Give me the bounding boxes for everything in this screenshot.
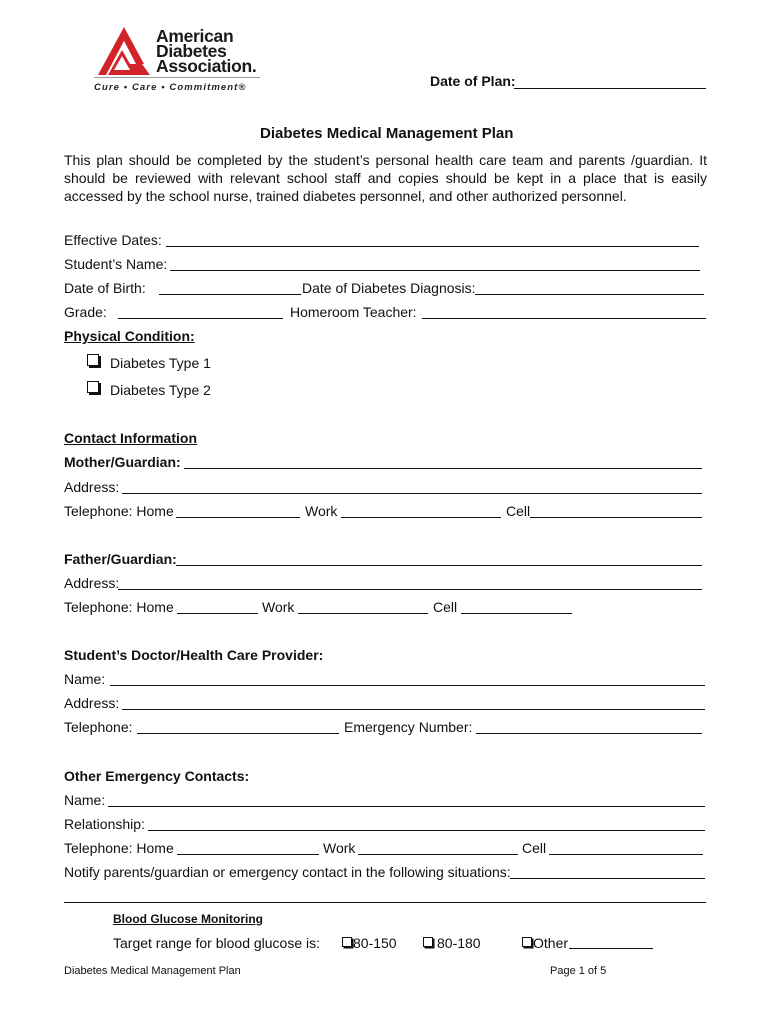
father-address-label: Address:	[64, 575, 120, 591]
father-guardian-field[interactable]	[176, 565, 702, 566]
diagnosis-field[interactable]	[475, 294, 704, 295]
father-cell-field[interactable]	[461, 613, 572, 614]
student-name-label: Student’s Name:	[64, 256, 168, 272]
dob-field[interactable]	[159, 294, 301, 295]
doctor-name-label: Name:	[64, 671, 106, 687]
mother-tel-home-label: Telephone: Home	[64, 503, 174, 519]
mother-cell-label: Cell	[506, 503, 531, 519]
range-other-label: Other	[533, 935, 569, 951]
other-tel-home-field[interactable]	[177, 854, 319, 855]
range-other-field[interactable]	[569, 948, 653, 949]
homeroom-label: Homeroom Teacher:	[290, 304, 417, 320]
other-name-field[interactable]	[108, 806, 705, 807]
intro-paragraph: This plan should be completed by the student’s personal health care team and parents /guardian. It should be reviewed with relevant school staff and copies should be kept in a place that is easily accessed by the school nurse, trained diabetes personnel, and other authorized personnel.	[64, 152, 707, 204]
notify-field[interactable]	[510, 878, 705, 879]
logo-tagline: Cure • Care • Commitment®	[94, 82, 247, 93]
relationship-label: Relationship:	[64, 816, 145, 832]
doctor-heading: Student’s Doctor/Health Care Provider:	[64, 647, 324, 663]
mother-guardian-field[interactable]	[184, 468, 702, 469]
target-range-label: Target range for blood glucose is:	[113, 935, 321, 951]
other-work-label: Work	[323, 840, 356, 856]
diabetes-type1-label: Diabetes Type 1	[110, 355, 211, 371]
relationship-field[interactable]	[148, 830, 705, 831]
effective-dates-field[interactable]	[166, 246, 699, 247]
diabetes-type1-checkbox[interactable]	[87, 354, 99, 366]
diabetes-type2-label: Diabetes Type 2	[110, 382, 211, 398]
grade-field[interactable]	[118, 318, 283, 319]
father-work-field[interactable]	[298, 613, 428, 614]
father-address-field[interactable]	[118, 589, 702, 590]
other-work-field[interactable]	[358, 854, 518, 855]
doctor-emergency-field[interactable]	[476, 733, 702, 734]
range-other-checkbox[interactable]	[522, 937, 532, 947]
diagnosis-label: Date of Diabetes Diagnosis:	[302, 280, 476, 296]
logo-line-1: American	[156, 26, 234, 46]
diabetes-type2-checkbox[interactable]	[87, 381, 99, 393]
logo-line-2: Diabetes	[156, 41, 227, 61]
mother-guardian-label: Mother/Guardian:	[64, 454, 181, 470]
father-work-label: Work	[262, 599, 295, 615]
other-name-label: Name:	[64, 792, 106, 808]
doctor-telephone-label: Telephone:	[64, 719, 133, 735]
physical-condition-heading: Physical Condition:	[64, 328, 195, 344]
blood-glucose-heading: Blood Glucose Monitoring	[113, 912, 263, 926]
doctor-address-label: Address:	[64, 695, 120, 711]
doctor-name-field[interactable]	[110, 685, 705, 686]
mother-work-label: Work	[305, 503, 338, 519]
page-number: Page 1 of 5	[550, 965, 607, 977]
father-cell-label: Cell	[433, 599, 458, 615]
other-cell-field[interactable]	[549, 854, 703, 855]
father-tel-home-field[interactable]	[177, 613, 258, 614]
effective-dates-label: Effective Dates:	[64, 232, 162, 248]
student-name-field[interactable]	[170, 270, 700, 271]
mother-work-field[interactable]	[341, 517, 501, 518]
doctor-address-field[interactable]	[122, 709, 705, 710]
mother-tel-home-field[interactable]	[176, 517, 300, 518]
logo-line-3: Association.	[156, 56, 257, 76]
dob-label: Date of Birth:	[64, 280, 146, 296]
mother-address-field[interactable]	[122, 493, 702, 494]
logo-divider	[94, 77, 260, 78]
father-guardian-label: Father/Guardian:	[64, 551, 177, 567]
range-80-150-label: 80-150	[353, 935, 397, 951]
other-contacts-heading: Other Emergency Contacts:	[64, 768, 250, 784]
contact-info-heading: Contact Information	[64, 430, 197, 446]
date-of-plan-field[interactable]	[514, 88, 706, 89]
page-title: Diabetes Medical Management Plan	[260, 125, 514, 142]
mother-address-label: Address:	[64, 479, 120, 495]
father-tel-home-label: Telephone: Home	[64, 599, 174, 615]
notify-field-line-2[interactable]	[64, 902, 706, 903]
grade-label: Grade:	[64, 304, 107, 320]
range-80-150-checkbox[interactable]	[342, 937, 352, 947]
homeroom-field[interactable]	[422, 318, 706, 319]
doctor-emergency-label: Emergency Number:	[344, 719, 473, 735]
notify-label: Notify parents/guardian or emergency contact in the following situations:	[64, 864, 511, 880]
range-80-180-checkbox[interactable]	[423, 937, 433, 947]
range-80-180-label: 80-180	[437, 935, 481, 951]
doctor-telephone-field[interactable]	[137, 733, 339, 734]
date-of-plan-label: Date of Plan:	[430, 73, 516, 89]
mother-cell-field[interactable]	[530, 517, 702, 518]
other-cell-label: Cell	[522, 840, 547, 856]
other-tel-home-label: Telephone: Home	[64, 840, 174, 856]
footer-doc-title: Diabetes Medical Management Plan	[64, 965, 241, 977]
ada-triangle-logo-icon	[94, 26, 158, 76]
